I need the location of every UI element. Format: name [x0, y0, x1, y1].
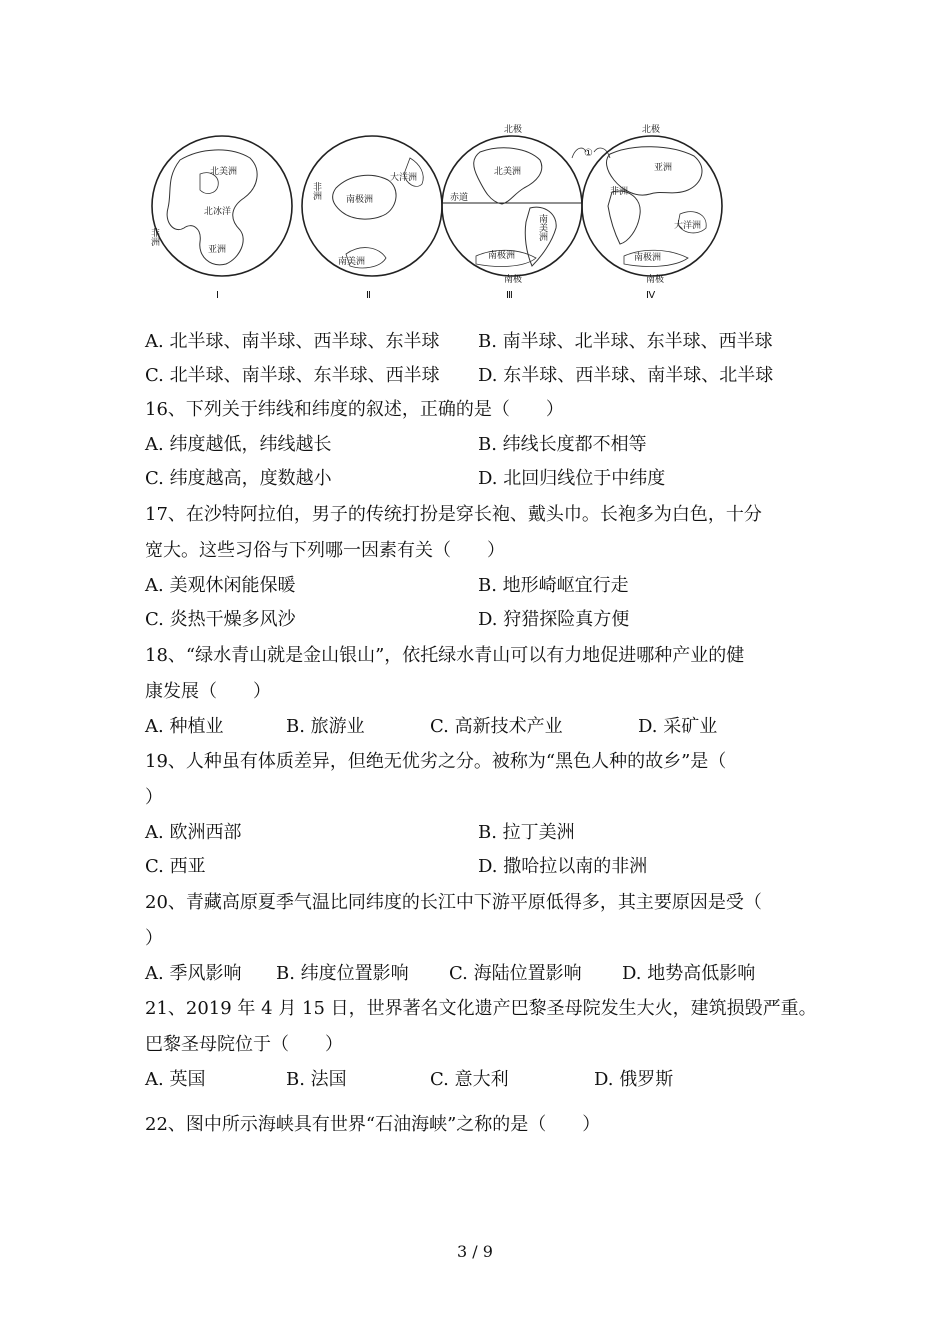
- marker-group: [572, 148, 610, 159]
- q18-option-a: A. 种植业: [145, 716, 224, 737]
- globe-3-label-0: 北极: [504, 125, 523, 135]
- q15-option-d: D. 东半球、西半球、南半球、北半球: [478, 365, 774, 386]
- q19-option-d: D. 撒哈拉以南的非洲: [478, 856, 648, 877]
- q17-stem-line1: 17、在沙特阿拉伯，男子的传统打扮是穿长袍、戴头巾。长袍多为白色，十分: [145, 504, 762, 525]
- q18-option-c: C. 高新技术产业: [430, 716, 563, 737]
- page-number: 3 / 9: [457, 1242, 493, 1261]
- q21-stem-line1: 21、2019 年 4 月 15 日，世界著名文化遗产巴黎圣母院发生大火，建筑损毁严重。: [145, 998, 817, 1019]
- globe-4-numeral: Ⅳ: [646, 290, 656, 301]
- q20-option-b: B. 纬度位置影响: [276, 963, 409, 984]
- q17-option-b: B. 地形崎岖宜行走: [478, 575, 629, 596]
- q21-option-c: C. 意大利: [430, 1069, 509, 1090]
- q16-option-d: D. 北回归线位于中纬度: [478, 468, 666, 489]
- q17-option-c: C. 炎热干燥多风沙: [145, 609, 296, 630]
- globe-1-label-3: 亚洲: [208, 245, 227, 255]
- q15-option-b: B. 南半球、北半球、东半球、西半球: [478, 331, 773, 352]
- q21-option-a: A. 英国: [145, 1069, 206, 1090]
- q15-option-c: C. 北半球、南半球、东半球、西半球: [145, 365, 440, 386]
- q19-stem-line1: 19、人种虽有体质差异，但绝无优劣之分。被称为“黑色人种的故乡”是（: [145, 751, 727, 772]
- globe-1-label-1: 北冰洋: [204, 207, 232, 217]
- globe-2-label-2: 南极洲: [346, 195, 374, 205]
- q21-option-b: B. 法国: [286, 1069, 347, 1090]
- q20-option-a: A. 季风影响: [145, 963, 242, 984]
- globe-2-numeral: Ⅱ: [366, 290, 371, 301]
- q17-option-a: A. 美观休闲能保暖: [145, 575, 296, 596]
- q18-option-d: D. 采矿业: [638, 716, 718, 737]
- globe-3-label-3: 南美洲: [537, 214, 547, 241]
- marker-label: ①: [584, 148, 593, 159]
- globe-4-label-3: 大洋洲: [674, 221, 702, 231]
- globe-4-label-4: 南极洲: [634, 253, 662, 263]
- q19-option-a: A. 欧洲西部: [145, 822, 242, 843]
- globe-3-label-1: 北美洲: [494, 167, 522, 177]
- q19-option-b: B. 拉丁美洲: [478, 822, 575, 843]
- q18-stem-line2: 康发展（ ）: [145, 681, 271, 702]
- q21-option-d: D. 俄罗斯: [594, 1069, 674, 1090]
- q18-option-b: B. 旅游业: [286, 716, 365, 737]
- globe-1-numeral: Ⅰ: [216, 290, 219, 301]
- q16-option-b: B. 纬线长度都不相等: [478, 434, 647, 455]
- q18-stem-line1: 18、“绿水青山就是金山银山”，依托绿水青山可以有力地促进哪种产业的健: [145, 645, 745, 666]
- globe-2-label-0: 非洲: [311, 182, 321, 200]
- q16-option-c: C. 纬度越高，度数越小: [145, 468, 332, 489]
- globe-3-numeral: Ⅲ: [506, 290, 513, 301]
- hemispheres-figure: [140, 118, 730, 304]
- globe-1: [149, 136, 292, 301]
- globe-3-label-4: 南极洲: [488, 251, 516, 261]
- globe-4: [582, 123, 722, 301]
- globe-3-label-5: 南极: [504, 275, 523, 285]
- q21-stem-line2: 巴黎圣母院位于（ ）: [145, 1034, 343, 1055]
- hemispheres-svg: [140, 118, 730, 304]
- q17-stem-line2: 宽大。这些习俗与下列哪一因素有关（ ）: [145, 540, 505, 561]
- globe-1-label-0: 北美洲: [210, 167, 238, 177]
- globe-2-label-3: 南美洲: [338, 257, 366, 267]
- globe-4-label-5: 南极: [646, 275, 665, 285]
- globe-4-label-2: 非洲: [610, 187, 629, 197]
- globe-4-label-0: 北极: [642, 125, 661, 135]
- q20-option-d: D. 地势高低影响: [622, 963, 756, 984]
- q20-option-c: C. 海陆位置影响: [449, 963, 582, 984]
- globe-1-label-2: 非洲: [149, 228, 159, 246]
- q19-option-c: C. 西亚: [145, 856, 206, 877]
- globe-3-label-2: 赤道: [450, 193, 469, 203]
- globe-2-label-1: 大洋洲: [390, 173, 418, 183]
- q16-option-a: A. 纬度越低，纬线越长: [145, 434, 332, 455]
- q20-stem-line1: 20、青藏高原夏季气温比同纬度的长江中下游平原低得多，其主要原因是受（: [145, 892, 762, 913]
- q17-option-d: D. 狩猎探险真方便: [478, 609, 630, 630]
- q16-stem: 16、下列关于纬线和纬度的叙述，正确的是（ ）: [145, 399, 564, 420]
- q20-stem-line2: ）: [145, 928, 163, 949]
- q15-option-a: A. 北半球、南半球、西半球、东半球: [145, 331, 440, 352]
- globe-2: [302, 136, 442, 301]
- globe-3: [442, 123, 582, 301]
- q19-stem-line2: ）: [145, 787, 163, 808]
- q22-stem: 22、图中所示海峡具有世界“石油海峡”之称的是（ ）: [145, 1114, 601, 1135]
- globe-4-label-1: 亚洲: [654, 163, 673, 173]
